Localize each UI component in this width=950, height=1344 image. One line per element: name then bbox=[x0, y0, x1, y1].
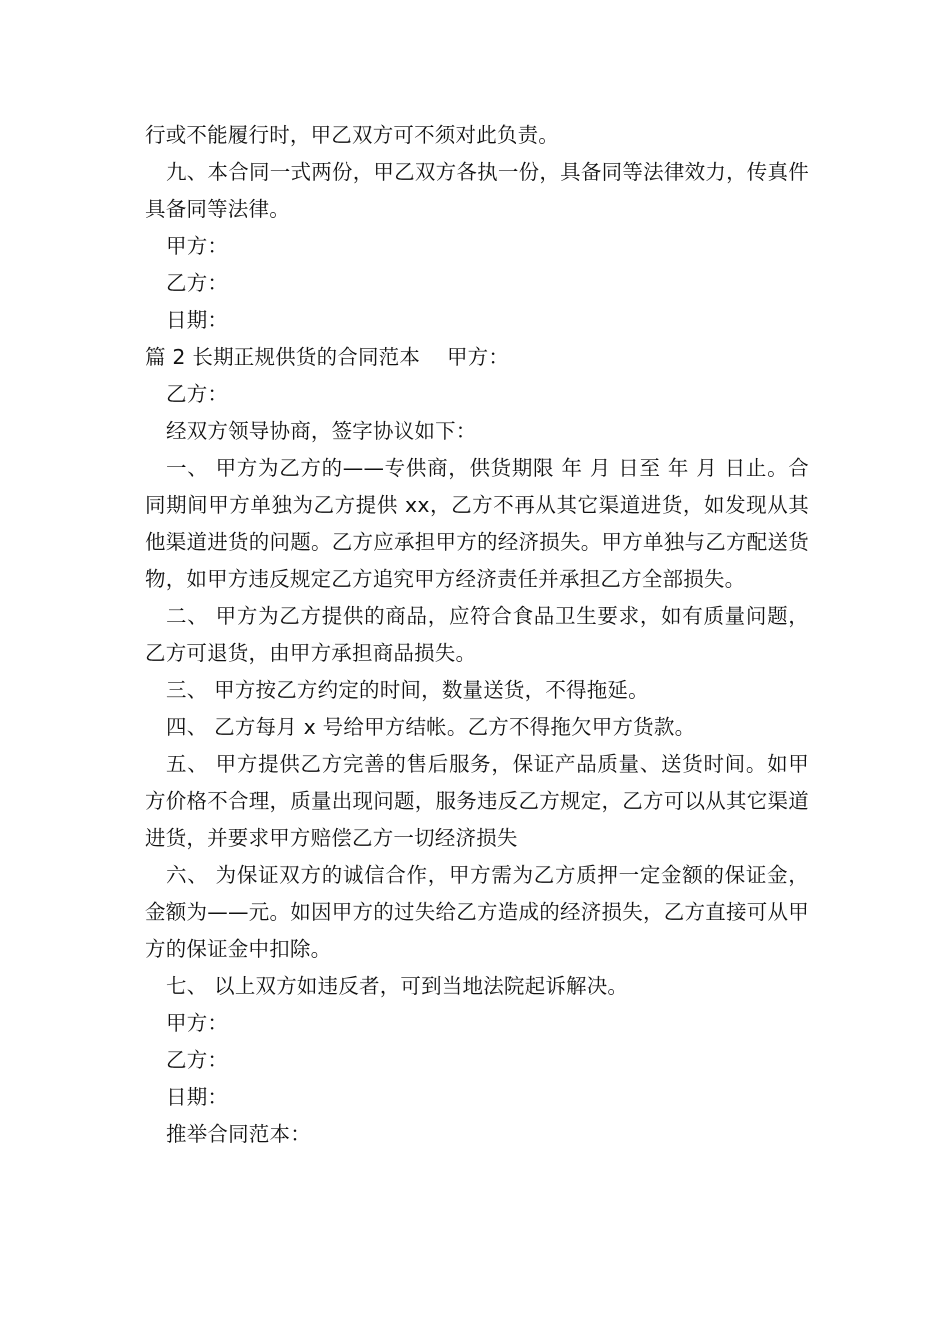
party-a-signature-2: 甲方： bbox=[166, 1011, 229, 1035]
party-a-signature: 甲方： bbox=[166, 234, 229, 258]
date-line: 日期： bbox=[166, 308, 229, 332]
recommended-templates: 推举合同范本： bbox=[166, 1122, 311, 1146]
paragraph-continuation: 行或不能履行时，甲乙双方可不须对此负责。 bbox=[145, 123, 559, 147]
clause-six: 六、 为保证双方的诚信合作，甲方需为乙方质押一定金额的保证金，金额为——元。如因甲方的过失给乙方造成的经济损失，乙方直接可从甲方的保证金中扣除。 bbox=[145, 863, 809, 961]
party-b-signature: 乙方： bbox=[166, 271, 229, 295]
document-body bbox=[145, 117, 809, 1153]
clause-five: 五、 甲方提供乙方完善的售后服务，保证产品质量、送货时间。如甲方价格不合理，质量出现问题，服务违反乙方规定，乙方可以从其它渠道进货，并要求甲方赔偿乙方一切经济损失 bbox=[145, 752, 809, 850]
party-b-signature-2: 乙方： bbox=[166, 1048, 229, 1072]
clause-four: 四、 乙方每月 x 号给甲方结帐。乙方不得拖欠甲方货款。 bbox=[166, 715, 696, 739]
section-heading: 篇 2 长期正规供货的合同范本 甲方： bbox=[145, 345, 510, 369]
clause-nine: 九、本合同一式两份，甲乙双方各执一份，具备同等法律效力，传真件具备同等法律。 bbox=[145, 160, 809, 221]
date-line-2: 日期： bbox=[166, 1085, 229, 1109]
clause-three: 三、 甲方按乙方约定的时间，数量送货，不得拖延。 bbox=[166, 678, 649, 702]
clause-one: 一、 甲方为乙方的——专供商，供货期限 年 月 日至 年 月 日止。合同期间甲方单独为乙方提供 xx，乙方不再从其它渠道进货，如发现从其他渠道进货的问题。乙方应承担甲方的经济损失。甲方单独与乙方配送货物，如甲方违反规定乙方追究甲方经济责任并承担乙方全部损失。 bbox=[145, 456, 809, 591]
party-b-label: 乙方： bbox=[166, 382, 229, 406]
clause-two: 二、 甲方为乙方提供的商品，应符合食品卫生要求，如有质量问题，乙方可退货，由甲方承担商品损失。 bbox=[145, 604, 809, 665]
agreement-intro: 经双方领导协商，签字协议如下： bbox=[166, 419, 477, 443]
clause-seven: 七、 以上双方如违反者，可到当地法院起诉解决。 bbox=[166, 974, 629, 998]
